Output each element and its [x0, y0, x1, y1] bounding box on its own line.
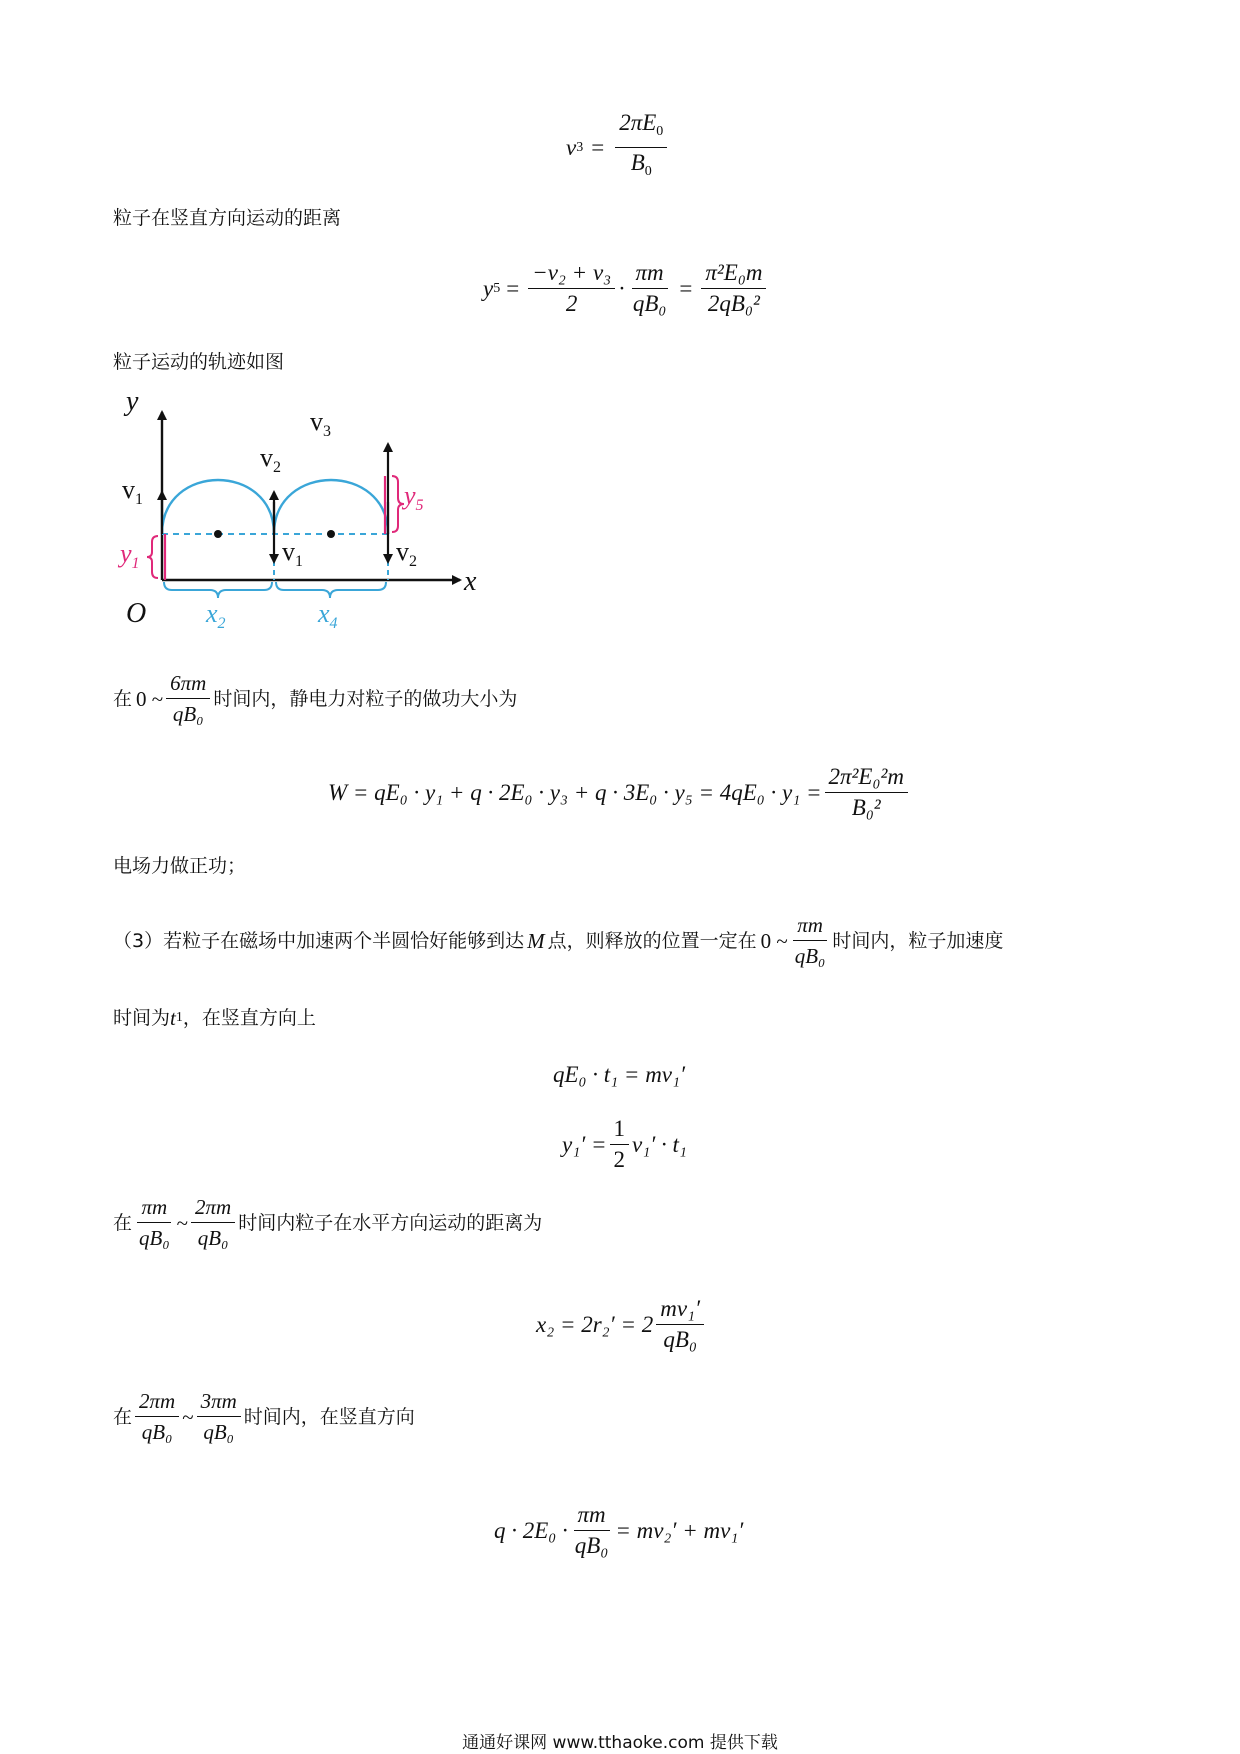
- trajectory-arc-1: [162, 480, 274, 534]
- y1-label: $y_1$: [120, 539, 140, 572]
- equation-x2: x₂ = 2r₂′ = 2 $\frac{\text{mv₁′}}{\text{qB₀}}$: [536, 1294, 707, 1355]
- x2-brace: [164, 582, 272, 598]
- y5-brace: [392, 476, 404, 532]
- y5-label: $y_5$: [404, 481, 424, 514]
- arc-center-2: [327, 530, 335, 538]
- v2-bottom-label: $v_2$: [396, 537, 417, 570]
- y-axis-label: y: [126, 390, 139, 417]
- v1-bottom-label: $v_1$: [282, 537, 303, 570]
- equation-last: q · 2E₀ · $\frac{\pi m}{\text{qB₀}}$ = mv₂′ + mv₁′: [494, 1502, 744, 1558]
- paragraph-vertical2: 在 $\frac{2\pi m}{\text{qB₀}}$ ~ $\frac{3\pi m}{\text{qB₀}}$ 时间内，在竖直方向: [113, 1386, 415, 1447]
- paragraph-t1: 时间为 t 1 ，在竖直方向上: [113, 1006, 316, 1030]
- v3-top-label: $v_3$: [310, 407, 331, 440]
- fraction: $\frac{2\pi E_0}{B_0}$: [615, 108, 667, 187]
- x4-brace: [276, 582, 386, 598]
- v1-top-label: $v_1$: [122, 475, 143, 508]
- paragraph-part3: （3）若粒子在磁场中加速两个半圆恰好能够到达 M 点，则释放的位置一定在 0 ~ $\frac{\pi m}{\text{qB₀}}$ 时间内，粒子加速度: [113, 910, 1003, 971]
- equation-y5: y 5 = $\frac{\text{−v₂ + v₃}}{2}$ · $\frac{\pi m}{\text{qB₀}}$ = $\frac{\text{π²E₀m}}{\text{2qB₀²}}$: [483, 258, 769, 319]
- paragraph-trajectory: 粒子运动的轨迹如图: [113, 351, 285, 373]
- equation-work: W = qE₀ · y₁ + q · 2E₀ · y₃ + q · 3E₀ · y₅ = 4qE₀ · y₁ = $\frac{\text{2π²E₀²m}}{\text{B₀²}}$: [328, 762, 911, 823]
- equation-y1-prime: y₁′ = $\frac{1}{2}$ v₁′ · t₁: [562, 1116, 687, 1172]
- x4-label: $x_4$: [318, 599, 338, 632]
- origin-label: O: [126, 598, 147, 629]
- equation-momentum: qE₀ · t₁ = mv₁′: [553, 1062, 686, 1087]
- trajectory-diagram: [110, 390, 490, 640]
- paragraph-horizontal: 在 $\frac{\pi m}{\text{qB₀}}$ ~ $\frac{2\pi m}{\text{qB₀}}$ 时间内粒子在水平方向运动的距离为: [113, 1192, 542, 1253]
- footer-text: 通通好课网 www.tthaoke.com 提供下载: [462, 1733, 778, 1753]
- arc-center-1: [214, 530, 222, 538]
- x-axis-label: x: [464, 566, 477, 597]
- trajectory-arc-2: [274, 480, 388, 534]
- x2-label: $x_2$: [206, 599, 226, 632]
- v2-top-label: $v_2$: [260, 443, 281, 476]
- paragraph-work-intro: 在 0 ~ $\frac{6\pi m}{\text{qB₀}}$ 时间内，静电力对粒子的做功大小为: [113, 668, 517, 729]
- y1-brace: [147, 536, 158, 578]
- equation-v3: v 3 = $\frac{2\pi E_0}{B_0}$: [566, 108, 670, 187]
- paragraph-positive-work: 电场力做正功；: [113, 855, 247, 877]
- paragraph-vertical-distance: 粒子在竖直方向运动的距离: [113, 207, 342, 229]
